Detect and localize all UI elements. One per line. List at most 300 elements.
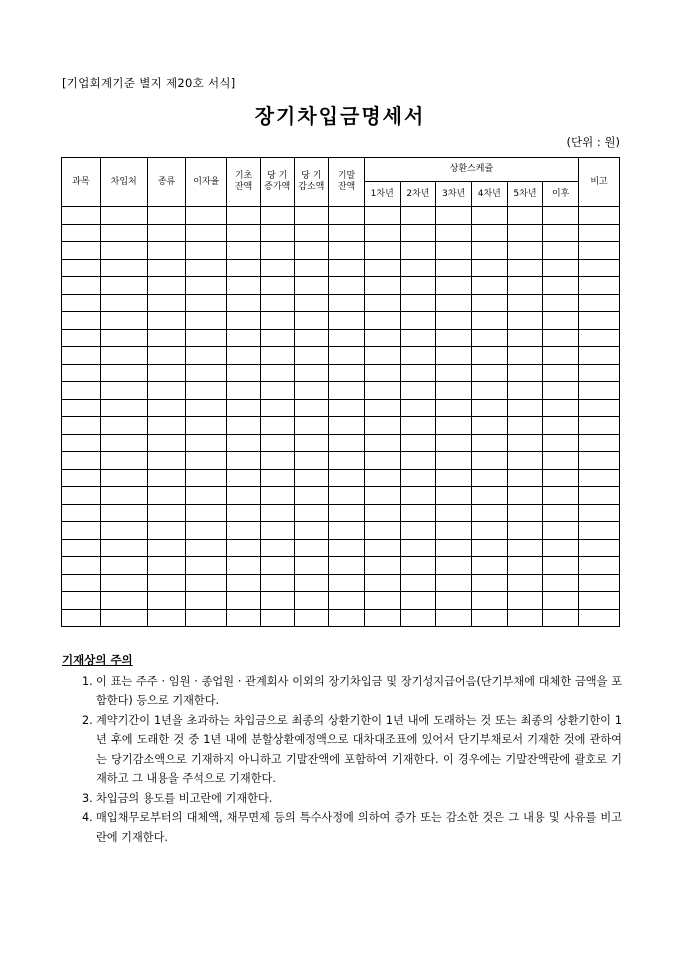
- table-cell[interactable]: [329, 242, 365, 260]
- table-cell[interactable]: [507, 207, 543, 225]
- table-cell[interactable]: [62, 592, 101, 610]
- table-cell[interactable]: [543, 259, 579, 277]
- table-cell[interactable]: [294, 294, 329, 312]
- table-cell[interactable]: [436, 259, 472, 277]
- table-cell[interactable]: [227, 574, 261, 592]
- table-cell[interactable]: [400, 277, 436, 295]
- table-cell[interactable]: [62, 417, 101, 435]
- table-cell[interactable]: [147, 207, 186, 225]
- table-cell[interactable]: [100, 294, 147, 312]
- table-cell[interactable]: [543, 434, 579, 452]
- table-cell[interactable]: [364, 277, 400, 295]
- table-cell[interactable]: [543, 452, 579, 470]
- table-cell[interactable]: [579, 207, 620, 225]
- table-cell[interactable]: [543, 592, 579, 610]
- table-cell[interactable]: [329, 487, 365, 505]
- table-cell[interactable]: [400, 574, 436, 592]
- table-cell[interactable]: [436, 277, 472, 295]
- table-cell[interactable]: [147, 469, 186, 487]
- table-cell[interactable]: [471, 609, 507, 627]
- table-cell[interactable]: [579, 434, 620, 452]
- table-cell[interactable]: [329, 382, 365, 400]
- table-cell[interactable]: [507, 312, 543, 330]
- table-cell[interactable]: [507, 609, 543, 627]
- table-cell[interactable]: [147, 417, 186, 435]
- table-cell[interactable]: [260, 417, 294, 435]
- table-cell[interactable]: [436, 574, 472, 592]
- table-cell[interactable]: [364, 347, 400, 365]
- table-cell[interactable]: [364, 329, 400, 347]
- table-cell[interactable]: [227, 382, 261, 400]
- table-cell[interactable]: [400, 347, 436, 365]
- table-cell[interactable]: [100, 469, 147, 487]
- table-cell[interactable]: [294, 399, 329, 417]
- table-cell[interactable]: [294, 574, 329, 592]
- table-cell[interactable]: [147, 574, 186, 592]
- table-cell[interactable]: [186, 207, 227, 225]
- table-cell[interactable]: [260, 207, 294, 225]
- table-cell[interactable]: [147, 434, 186, 452]
- table-cell[interactable]: [147, 347, 186, 365]
- table-cell[interactable]: [260, 539, 294, 557]
- table-cell[interactable]: [436, 382, 472, 400]
- table-cell[interactable]: [260, 609, 294, 627]
- table-cell[interactable]: [147, 224, 186, 242]
- table-cell[interactable]: [294, 312, 329, 330]
- table-cell[interactable]: [471, 207, 507, 225]
- table-cell[interactable]: [436, 347, 472, 365]
- table-cell[interactable]: [147, 522, 186, 540]
- table-cell[interactable]: [100, 539, 147, 557]
- table-cell[interactable]: [471, 557, 507, 575]
- table-cell[interactable]: [436, 557, 472, 575]
- table-cell[interactable]: [507, 434, 543, 452]
- table-cell[interactable]: [507, 469, 543, 487]
- table-cell[interactable]: [329, 574, 365, 592]
- table-cell[interactable]: [227, 347, 261, 365]
- table-cell[interactable]: [186, 364, 227, 382]
- table-cell[interactable]: [186, 312, 227, 330]
- table-cell[interactable]: [100, 434, 147, 452]
- table-cell[interactable]: [260, 469, 294, 487]
- table-cell[interactable]: [436, 242, 472, 260]
- table-cell[interactable]: [507, 329, 543, 347]
- table-cell[interactable]: [100, 242, 147, 260]
- table-cell[interactable]: [579, 522, 620, 540]
- table-cell[interactable]: [100, 382, 147, 400]
- table-cell[interactable]: [227, 487, 261, 505]
- table-cell[interactable]: [186, 469, 227, 487]
- table-cell[interactable]: [329, 364, 365, 382]
- table-cell[interactable]: [227, 224, 261, 242]
- table-cell[interactable]: [294, 469, 329, 487]
- table-cell[interactable]: [364, 434, 400, 452]
- table-cell[interactable]: [100, 592, 147, 610]
- table-cell[interactable]: [436, 487, 472, 505]
- table-cell[interactable]: [471, 399, 507, 417]
- table-cell[interactable]: [364, 539, 400, 557]
- table-cell[interactable]: [543, 312, 579, 330]
- table-cell[interactable]: [471, 504, 507, 522]
- table-cell[interactable]: [227, 434, 261, 452]
- table-cell[interactable]: [507, 487, 543, 505]
- table-cell[interactable]: [436, 469, 472, 487]
- table-cell[interactable]: [186, 487, 227, 505]
- table-cell[interactable]: [260, 487, 294, 505]
- table-cell[interactable]: [364, 452, 400, 470]
- table-cell[interactable]: [507, 294, 543, 312]
- table-cell[interactable]: [147, 259, 186, 277]
- table-cell[interactable]: [507, 224, 543, 242]
- table-cell[interactable]: [100, 259, 147, 277]
- table-cell[interactable]: [543, 294, 579, 312]
- table-cell[interactable]: [543, 277, 579, 295]
- table-cell[interactable]: [364, 224, 400, 242]
- table-cell[interactable]: [471, 592, 507, 610]
- table-cell[interactable]: [186, 277, 227, 295]
- table-cell[interactable]: [62, 312, 101, 330]
- table-cell[interactable]: [62, 242, 101, 260]
- table-cell[interactable]: [260, 224, 294, 242]
- table-cell[interactable]: [260, 242, 294, 260]
- table-cell[interactable]: [260, 592, 294, 610]
- table-cell[interactable]: [436, 329, 472, 347]
- table-cell[interactable]: [227, 539, 261, 557]
- table-cell[interactable]: [579, 452, 620, 470]
- table-cell[interactable]: [471, 224, 507, 242]
- table-cell[interactable]: [543, 609, 579, 627]
- table-cell[interactable]: [329, 592, 365, 610]
- table-cell[interactable]: [186, 224, 227, 242]
- table-cell[interactable]: [329, 329, 365, 347]
- table-cell[interactable]: [260, 399, 294, 417]
- table-cell[interactable]: [227, 557, 261, 575]
- table-cell[interactable]: [294, 329, 329, 347]
- table-cell[interactable]: [260, 312, 294, 330]
- table-cell[interactable]: [436, 609, 472, 627]
- table-cell[interactable]: [471, 364, 507, 382]
- table-cell[interactable]: [329, 452, 365, 470]
- table-cell[interactable]: [543, 522, 579, 540]
- table-cell[interactable]: [579, 592, 620, 610]
- table-cell[interactable]: [436, 294, 472, 312]
- table-cell[interactable]: [471, 347, 507, 365]
- table-cell[interactable]: [579, 277, 620, 295]
- table-cell[interactable]: [62, 452, 101, 470]
- table-cell[interactable]: [260, 504, 294, 522]
- table-cell[interactable]: [62, 259, 101, 277]
- table-cell[interactable]: [294, 539, 329, 557]
- table-cell[interactable]: [543, 504, 579, 522]
- table-cell[interactable]: [62, 539, 101, 557]
- table-cell[interactable]: [186, 609, 227, 627]
- table-cell[interactable]: [471, 469, 507, 487]
- table-cell[interactable]: [294, 277, 329, 295]
- table-cell[interactable]: [186, 417, 227, 435]
- table-cell[interactable]: [364, 469, 400, 487]
- table-cell[interactable]: [400, 329, 436, 347]
- table-cell[interactable]: [471, 382, 507, 400]
- table-cell[interactable]: [100, 522, 147, 540]
- table-cell[interactable]: [227, 242, 261, 260]
- table-cell[interactable]: [186, 259, 227, 277]
- table-cell[interactable]: [329, 259, 365, 277]
- table-cell[interactable]: [100, 417, 147, 435]
- table-cell[interactable]: [329, 207, 365, 225]
- table-cell[interactable]: [294, 452, 329, 470]
- table-cell[interactable]: [579, 609, 620, 627]
- table-cell[interactable]: [579, 312, 620, 330]
- table-cell[interactable]: [364, 242, 400, 260]
- table-cell[interactable]: [329, 609, 365, 627]
- table-cell[interactable]: [436, 224, 472, 242]
- table-cell[interactable]: [400, 609, 436, 627]
- table-cell[interactable]: [579, 539, 620, 557]
- table-cell[interactable]: [400, 539, 436, 557]
- table-cell[interactable]: [507, 259, 543, 277]
- table-cell[interactable]: [147, 592, 186, 610]
- table-cell[interactable]: [579, 557, 620, 575]
- table-cell[interactable]: [227, 207, 261, 225]
- table-cell[interactable]: [400, 294, 436, 312]
- table-cell[interactable]: [436, 207, 472, 225]
- table-cell[interactable]: [186, 382, 227, 400]
- table-cell[interactable]: [186, 539, 227, 557]
- table-cell[interactable]: [329, 522, 365, 540]
- table-cell[interactable]: [507, 399, 543, 417]
- table-cell[interactable]: [186, 574, 227, 592]
- table-cell[interactable]: [471, 434, 507, 452]
- table-cell[interactable]: [543, 539, 579, 557]
- table-cell[interactable]: [260, 347, 294, 365]
- table-cell[interactable]: [400, 592, 436, 610]
- table-cell[interactable]: [507, 522, 543, 540]
- table-cell[interactable]: [329, 224, 365, 242]
- table-cell[interactable]: [471, 539, 507, 557]
- table-cell[interactable]: [186, 329, 227, 347]
- table-cell[interactable]: [436, 364, 472, 382]
- table-cell[interactable]: [227, 504, 261, 522]
- table-cell[interactable]: [579, 347, 620, 365]
- table-cell[interactable]: [227, 259, 261, 277]
- table-cell[interactable]: [260, 522, 294, 540]
- table-cell[interactable]: [507, 452, 543, 470]
- table-cell[interactable]: [62, 294, 101, 312]
- table-cell[interactable]: [186, 434, 227, 452]
- table-cell[interactable]: [329, 277, 365, 295]
- table-cell[interactable]: [543, 469, 579, 487]
- table-cell[interactable]: [400, 469, 436, 487]
- table-cell[interactable]: [227, 277, 261, 295]
- table-cell[interactable]: [227, 609, 261, 627]
- table-cell[interactable]: [507, 417, 543, 435]
- table-cell[interactable]: [294, 557, 329, 575]
- table-cell[interactable]: [436, 434, 472, 452]
- table-cell[interactable]: [543, 329, 579, 347]
- table-cell[interactable]: [543, 399, 579, 417]
- table-cell[interactable]: [294, 242, 329, 260]
- table-cell[interactable]: [186, 242, 227, 260]
- table-cell[interactable]: [62, 382, 101, 400]
- table-cell[interactable]: [227, 312, 261, 330]
- table-cell[interactable]: [436, 539, 472, 557]
- table-cell[interactable]: [543, 574, 579, 592]
- table-cell[interactable]: [364, 312, 400, 330]
- table-cell[interactable]: [100, 207, 147, 225]
- table-cell[interactable]: [100, 609, 147, 627]
- table-cell[interactable]: [227, 364, 261, 382]
- table-cell[interactable]: [471, 452, 507, 470]
- table-cell[interactable]: [364, 364, 400, 382]
- table-cell[interactable]: [436, 522, 472, 540]
- table-cell[interactable]: [100, 487, 147, 505]
- table-cell[interactable]: [400, 487, 436, 505]
- table-cell[interactable]: [471, 242, 507, 260]
- table-cell[interactable]: [186, 522, 227, 540]
- table-cell[interactable]: [260, 382, 294, 400]
- table-cell[interactable]: [62, 224, 101, 242]
- table-cell[interactable]: [579, 364, 620, 382]
- table-cell[interactable]: [260, 574, 294, 592]
- table-cell[interactable]: [329, 347, 365, 365]
- table-cell[interactable]: [294, 224, 329, 242]
- table-cell[interactable]: [329, 539, 365, 557]
- table-cell[interactable]: [329, 504, 365, 522]
- table-cell[interactable]: [471, 277, 507, 295]
- table-cell[interactable]: [507, 592, 543, 610]
- table-cell[interactable]: [543, 224, 579, 242]
- table-cell[interactable]: [400, 312, 436, 330]
- table-cell[interactable]: [62, 522, 101, 540]
- table-cell[interactable]: [62, 487, 101, 505]
- table-cell[interactable]: [227, 399, 261, 417]
- table-cell[interactable]: [186, 592, 227, 610]
- table-cell[interactable]: [364, 557, 400, 575]
- table-cell[interactable]: [100, 364, 147, 382]
- table-cell[interactable]: [147, 399, 186, 417]
- table-cell[interactable]: [543, 382, 579, 400]
- table-cell[interactable]: [62, 364, 101, 382]
- table-cell[interactable]: [227, 417, 261, 435]
- table-cell[interactable]: [543, 242, 579, 260]
- table-cell[interactable]: [186, 452, 227, 470]
- table-cell[interactable]: [147, 277, 186, 295]
- table-cell[interactable]: [294, 347, 329, 365]
- table-cell[interactable]: [186, 399, 227, 417]
- table-cell[interactable]: [507, 242, 543, 260]
- table-cell[interactable]: [260, 364, 294, 382]
- table-cell[interactable]: [579, 574, 620, 592]
- table-cell[interactable]: [364, 522, 400, 540]
- table-cell[interactable]: [62, 399, 101, 417]
- table-cell[interactable]: [260, 329, 294, 347]
- table-cell[interactable]: [62, 504, 101, 522]
- table-cell[interactable]: [294, 207, 329, 225]
- table-cell[interactable]: [579, 242, 620, 260]
- table-cell[interactable]: [147, 504, 186, 522]
- table-cell[interactable]: [227, 522, 261, 540]
- table-cell[interactable]: [579, 469, 620, 487]
- table-cell[interactable]: [147, 364, 186, 382]
- table-cell[interactable]: [100, 574, 147, 592]
- table-cell[interactable]: [436, 452, 472, 470]
- table-cell[interactable]: [147, 609, 186, 627]
- table-cell[interactable]: [294, 504, 329, 522]
- table-cell[interactable]: [507, 277, 543, 295]
- table-cell[interactable]: [100, 399, 147, 417]
- table-cell[interactable]: [186, 557, 227, 575]
- table-cell[interactable]: [364, 504, 400, 522]
- table-cell[interactable]: [543, 417, 579, 435]
- table-cell[interactable]: [364, 574, 400, 592]
- table-cell[interactable]: [186, 347, 227, 365]
- table-cell[interactable]: [543, 557, 579, 575]
- table-cell[interactable]: [507, 504, 543, 522]
- table-cell[interactable]: [400, 417, 436, 435]
- table-cell[interactable]: [364, 259, 400, 277]
- table-cell[interactable]: [227, 469, 261, 487]
- table-cell[interactable]: [147, 382, 186, 400]
- table-cell[interactable]: [147, 487, 186, 505]
- table-cell[interactable]: [364, 382, 400, 400]
- table-cell[interactable]: [543, 207, 579, 225]
- table-cell[interactable]: [579, 487, 620, 505]
- table-cell[interactable]: [543, 364, 579, 382]
- table-cell[interactable]: [294, 434, 329, 452]
- table-cell[interactable]: [100, 557, 147, 575]
- table-cell[interactable]: [364, 294, 400, 312]
- table-cell[interactable]: [400, 207, 436, 225]
- table-cell[interactable]: [507, 557, 543, 575]
- table-cell[interactable]: [100, 224, 147, 242]
- table-cell[interactable]: [364, 417, 400, 435]
- table-cell[interactable]: [507, 364, 543, 382]
- table-cell[interactable]: [100, 452, 147, 470]
- table-cell[interactable]: [400, 557, 436, 575]
- table-cell[interactable]: [62, 277, 101, 295]
- table-cell[interactable]: [62, 609, 101, 627]
- table-cell[interactable]: [471, 522, 507, 540]
- table-cell[interactable]: [294, 592, 329, 610]
- table-cell[interactable]: [147, 539, 186, 557]
- table-cell[interactable]: [329, 294, 365, 312]
- table-cell[interactable]: [579, 399, 620, 417]
- table-cell[interactable]: [294, 417, 329, 435]
- table-cell[interactable]: [471, 329, 507, 347]
- table-cell[interactable]: [329, 469, 365, 487]
- table-cell[interactable]: [329, 312, 365, 330]
- table-cell[interactable]: [147, 557, 186, 575]
- table-cell[interactable]: [62, 557, 101, 575]
- table-cell[interactable]: [436, 399, 472, 417]
- table-cell[interactable]: [294, 487, 329, 505]
- table-cell[interactable]: [364, 592, 400, 610]
- table-cell[interactable]: [364, 399, 400, 417]
- table-cell[interactable]: [400, 399, 436, 417]
- table-cell[interactable]: [147, 242, 186, 260]
- table-cell[interactable]: [227, 592, 261, 610]
- table-cell[interactable]: [329, 557, 365, 575]
- table-cell[interactable]: [400, 382, 436, 400]
- table-cell[interactable]: [186, 504, 227, 522]
- table-cell[interactable]: [471, 294, 507, 312]
- table-cell[interactable]: [471, 417, 507, 435]
- table-cell[interactable]: [400, 224, 436, 242]
- table-cell[interactable]: [62, 434, 101, 452]
- table-cell[interactable]: [100, 504, 147, 522]
- table-cell[interactable]: [294, 522, 329, 540]
- table-cell[interactable]: [579, 294, 620, 312]
